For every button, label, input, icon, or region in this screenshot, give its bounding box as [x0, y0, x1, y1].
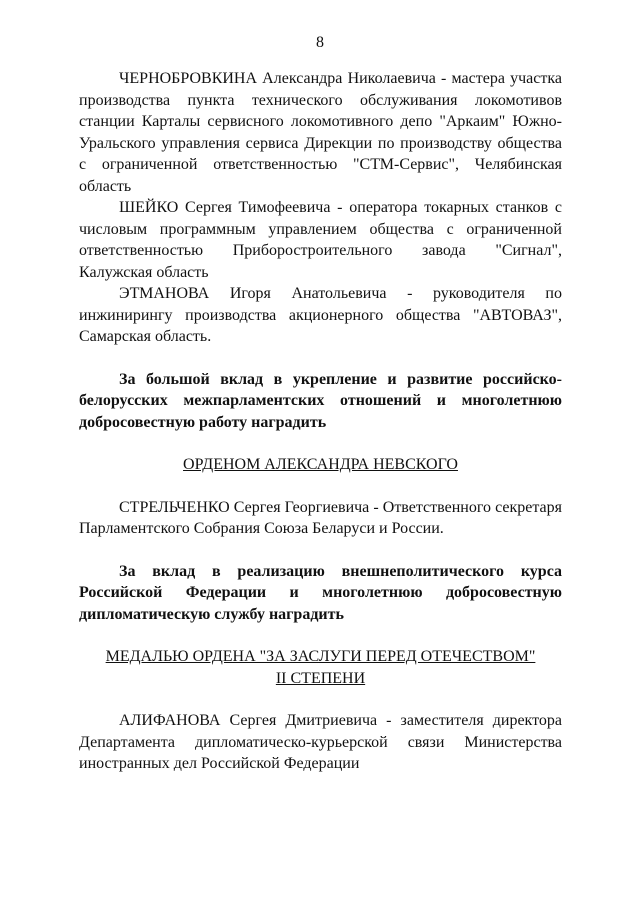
award-title-medal-line-1: МЕДАЛЬЮ ОРДЕНА "ЗА ЗАСЛУГИ ПЕРЕД ОТЕЧЕСТВОМ"	[105, 648, 536, 665]
entry-sheiko: ШЕЙКО Сергея Тимофеевича - оператора токарных станков с числовым программным управлением общества с ограниченной ответственностью Приборостроительного завода "Сигнал", Калужская область	[79, 199, 562, 281]
document-body	[79, 68, 562, 775]
award-title-order-nevsky: ОРДЕНОМ АЛЕКСАНДРА НЕВСКОГО	[183, 456, 458, 473]
decree-paragraph-2: За вклад в реализацию внешнеполитического курса Российской Федерации и многолетнюю добросовестную дипломатическую службу наградить	[79, 562, 562, 623]
award-title-medal-line-2: II СТЕПЕНИ	[275, 669, 366, 687]
entry-strelchenko: СТРЕЛЬЧЕНКО Сергея Георгиевича - Ответственного секретаря Парламентского Собрания Союза Беларуси и России.	[79, 498, 562, 537]
entry-etmanov: ЭТМАНОВА Игоря Анатольевича - руководителя по инжинирингу производства акционерного общества "АВТОВАЗ", Самарская область.	[79, 285, 562, 345]
page-number: 8	[316, 34, 324, 51]
entry-alifanov: АЛИФАНОВА Сергея Дмитриевича - заместителя директора Департамента дипломатическо-курьерской связи Министерства иностранных дел Российской Федерации	[79, 712, 562, 772]
decree-paragraph-1: За большой вклад в укрепление и развитие российско-белорусских межпарламентских отношений и многолетнюю добросовестную работу наградить	[79, 370, 562, 431]
entry-chernobrovkin: ЧЕРНОБРОВКИНА Александра Николаевича - мастера участка производства пункта технического обслуживания локомотивов станции Карталы сервисного локомотивного депо "Аркаим" Южно-Уральского управления сервиса Дирекции по производству общества с ограниченной ответственностью "СТМ-Сервис", Челябинская область	[79, 70, 562, 195]
